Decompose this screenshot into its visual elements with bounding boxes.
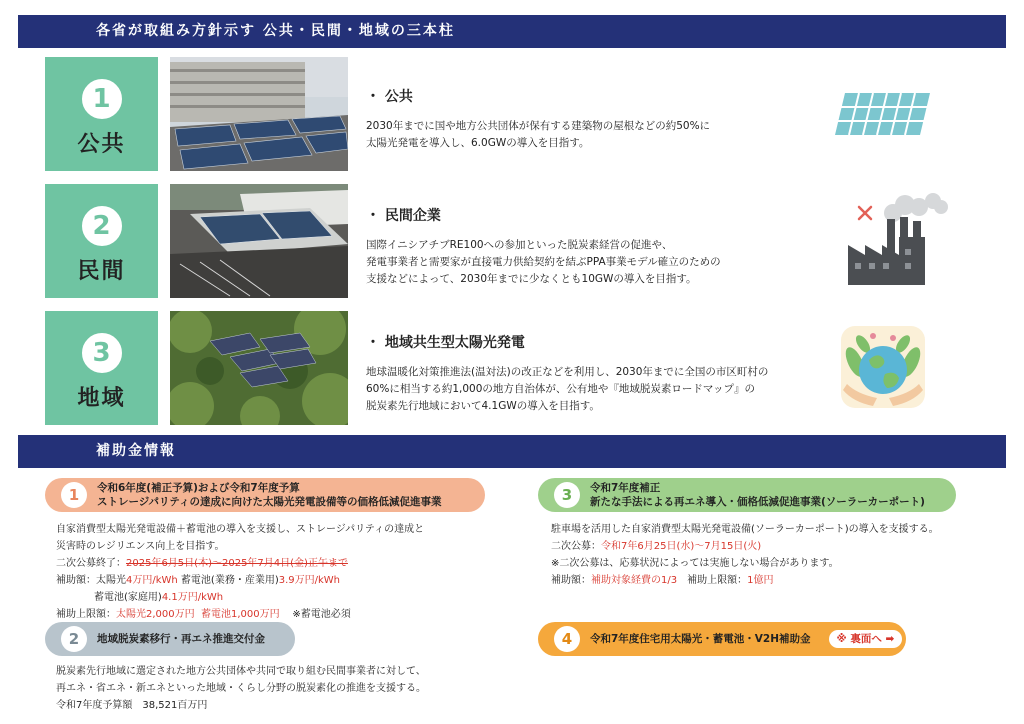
- subsidy-1-header[interactable]: [45, 478, 485, 512]
- subsidy-3-cap-val: 1億円: [747, 575, 774, 586]
- subsidy-3-rate-label: 補助額：: [551, 575, 591, 586]
- subsidy-1-cap-note: ※蓄電池必須: [292, 609, 351, 620]
- subsidy-1-cap-label: 補助上限額：: [56, 609, 116, 620]
- pillar-1-text: [366, 86, 826, 152]
- pillar-2-title: ・ 民間企業: [366, 208, 441, 224]
- subsidy-2-title: 地域脱炭素移行・再エネ推進交付金: [97, 633, 265, 645]
- subsidy-2-budget: 令和7年度予算額 38,521百万円: [56, 700, 208, 711]
- subsidy-4-title: 令和7年度住宅用太陽光・蓄電池・V2H補助金: [590, 633, 811, 645]
- pillar-1-line: 2030年までに国や地方公共団体が保有する建築物の屋根などの約50%に: [366, 120, 711, 132]
- section-header-pillars: 各省が取組み方針示す 公共・民間・地域の三本柱: [18, 15, 1006, 48]
- pillar-3-line: 脱炭素先行地域において4.1GWの導入を目指す。: [366, 400, 600, 412]
- subsidy-1-rate-home: 4.1万円/kWh: [161, 592, 224, 603]
- photo-public-rooftop-solar: [170, 57, 348, 171]
- pillar-2-text: [366, 205, 826, 288]
- subsidy-1-body: [56, 521, 496, 623]
- subsidy-1-cap-bat: 蓄電池1,000万円: [201, 609, 280, 620]
- photo-regional-solar-field: [170, 311, 348, 425]
- subsidy-1-rate-bat-label: 蓄電池(業務・産業用): [177, 575, 279, 586]
- subsidy-1-desc: 災害時のレジリエンス向上を目指す。: [56, 541, 225, 552]
- pillar-3-title: ・ 地域共生型太陽光発電: [366, 335, 525, 351]
- pillar-3-badge: [45, 311, 158, 425]
- subsidy-3-title-line: 新たな手法による再エネ導入・価格低減促進事業(ソーラーカーポート): [590, 496, 925, 508]
- pillar-2-line: 発電事業者と需要家が直接電力供給契約を結ぶPPA事業モデル確立のための: [366, 256, 721, 268]
- factory-icon: [845, 193, 950, 292]
- section-header-subsidies: 補助金情報: [18, 435, 1006, 468]
- subsidy-2-desc: 再エネ・省エネ・新エネといった地域・くらし分野の脱炭素化の推進を支援する。: [56, 683, 426, 694]
- subsidy-2-desc: 脱炭素先行地域に選定された地方公共団体や共同で取り組む民間事業者に対して、: [56, 666, 426, 677]
- pillar-1-line: 太陽光発電を導入し、6.0GWの導入を目指す。: [366, 137, 590, 149]
- pillar-3-line: 60%に相当する約1,000の地方自治体が、公有地や『地域脱炭素ロードマップ』の: [366, 383, 755, 395]
- subsidy-1-rate-bat: 3.9万円/kWh: [278, 575, 341, 586]
- pillar-1-number: 1: [82, 79, 122, 119]
- subsidy-3-body: [551, 521, 1011, 589]
- subsidy-2-body: [56, 663, 496, 714]
- subsidy-1-rate-label: 補助額：太陽光: [56, 575, 126, 586]
- subsidy-1-cap-pv: 太陽光2,000万円: [116, 609, 195, 620]
- pillar-3-number: 3: [82, 333, 122, 373]
- earth-hands-icon: [833, 322, 933, 416]
- pillar-3-label: 地域: [77, 386, 126, 411]
- pillar-1-title: ・ 公共: [366, 89, 413, 105]
- pillar-3-line: 地球温暖化対策推進法(温対法)の改正などを利用し、2030年までに全国の市区町村の: [366, 366, 769, 378]
- subsidy-1-number: 1: [61, 482, 87, 508]
- subsidy-1-title-line: ストレージパリティの達成に向けた太陽光発電設備等の価格低減促進事業: [97, 496, 442, 508]
- subsidy-3-rate-val: 補助対象経費の1/3: [591, 575, 678, 586]
- pillar-2-line: 支援などによって、2030年までに少なくとも10GWの導入を目指す。: [366, 273, 697, 285]
- subsidy-3-round2-label: 二次公募：: [551, 541, 601, 552]
- pillar-2-label: 民間: [77, 259, 126, 284]
- subsidy-1-desc: 自家消費型太陽光発電設備＋蓄電池の導入を支援し、ストレージパリティの達成と: [56, 524, 425, 535]
- pillar-3-text: [366, 332, 826, 415]
- pillar-2-number: 2: [82, 206, 122, 246]
- subsidy-3-round2-period: 令和7年6月25日(水)～7月15日(火): [601, 541, 762, 552]
- subsidy-3-note: ※二次公募は、応募状況によっては実施しない場合があります。: [551, 558, 839, 569]
- subsidy-2-number: 2: [61, 626, 87, 652]
- subsidy-3-desc: 駐車場を活用した自家消費型太陽光発電設備(ソーラーカーポート)の導入を支援する。: [551, 524, 939, 535]
- see-back-page-link[interactable]: ※ 裏面へ ➡: [829, 630, 903, 648]
- subsidy-1-round2-period: 2025年6月5日(木)～2025年7月4日(金)正午まで: [126, 558, 348, 569]
- subsidy-4-number: 4: [554, 626, 580, 652]
- photo-private-factory-solar: [170, 184, 348, 298]
- pillar-2-badge: [45, 184, 158, 298]
- pillar-1-badge: [45, 57, 158, 171]
- subsidy-3-number: 3: [554, 482, 580, 508]
- subsidy-3-cap-label: 補助上限額：: [677, 575, 748, 586]
- pillar-1-label: 公共: [77, 132, 126, 157]
- subsidy-1-round2-label: 二次公募終了：: [56, 558, 126, 569]
- subsidy-1-title-line: 令和6年度(補正予算)および令和7年度予算: [97, 482, 300, 494]
- subsidy-3-header[interactable]: [538, 478, 956, 512]
- subsidy-3-title-line: 令和7年度補正: [590, 482, 661, 494]
- solar-panel-icon: [835, 93, 930, 139]
- subsidy-4-header[interactable]: [538, 622, 906, 656]
- subsidy-1-rate-pv: 4万円/kWh: [126, 575, 178, 586]
- pillar-2-line: 国際イニシアチブRE100への参加といった脱炭素経営の促進や、: [366, 239, 673, 251]
- subsidy-2-header[interactable]: [45, 622, 295, 656]
- subsidy-1-rate-home-label: 蓄電池(家庭用): [94, 592, 162, 603]
